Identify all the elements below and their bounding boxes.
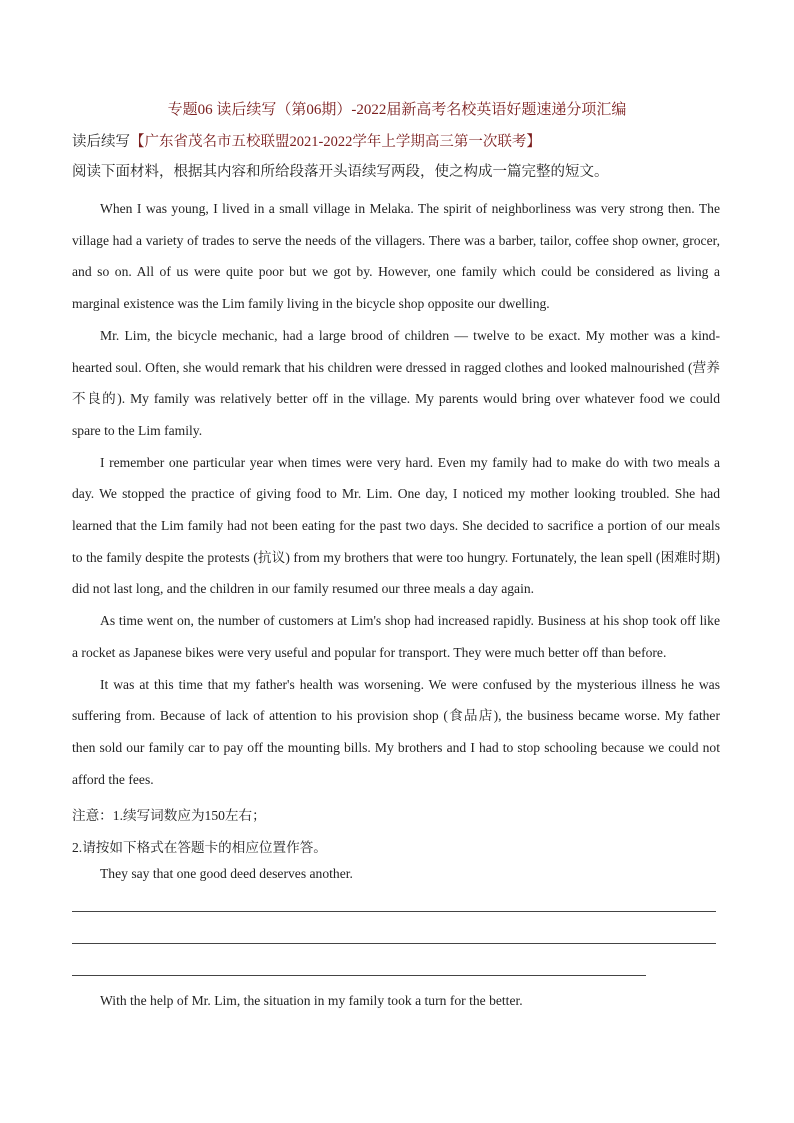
notes-block bbox=[72, 800, 327, 863]
passage-paragraph-1: When I was young, I lived in a small village in Melaka. The spirit of neighborliness was very strong then. The village had a variety of trades to serve the needs of the villagers. There was a barber, tailor, coffee shop owner, grocer, and so on. All of us were quite poor but we got by. However, one family which could be considered as living a marginal existence was the Lim family living in the bicycle shop opposite our dwelling. bbox=[72, 201, 720, 312]
page-title: 专题06 读后续写（第06期）-2022届新高考名校英语好题速递分项汇编 bbox=[167, 102, 627, 118]
source-bracket-text: 【广东省茂名市五校联盟2021-2022学年上学期高三第一次联考】 bbox=[130, 134, 541, 150]
answer-line-3 bbox=[72, 975, 646, 976]
source-label: 读后续写 bbox=[72, 134, 130, 150]
note-answer-format: 2.请按如下格式在答题卡的相应位置作答。 bbox=[72, 839, 327, 855]
reading-passage bbox=[72, 193, 720, 795]
passage-paragraph-5: It was at this time that my father's health was worsening. We were confused by the mysterious illness he was suffering from. Because of lack of attention to his provision shop (食品店), the business became worse. My father then sold our family car to pay off the mounting bills. My brothers and I had to stop schooling because we could not afford the fees. bbox=[72, 676, 720, 787]
passage-paragraph-4: As time went on, the number of customers at Lim's shop had increased rapidly. Business at his shop took off like a rocket as Japanese bikes were very useful and popular for transport. They were much better off than before. bbox=[72, 613, 720, 660]
instruction-text: 阅读下面材料，根据其内容和所给段落开头语续写两段，使之构成一篇完整的短文。 bbox=[72, 164, 609, 180]
answer-line-2 bbox=[72, 943, 716, 944]
passage-paragraph-3: I remember one particular year when times were very hard. Even my family had to make do with two meals a day. We stopped the practice of giving food to Mr. Lim. One day, I noticed my mother looking troubled. She had learned that the Lim family had not been eating for the past two days. She decided to sacrifice a portion of our meals to the family despite the protests (抗议) from my brothers that were too hungry. Fortunately, the lean spell (困难时期) did not last long, and the children in our family resumed our three meals a day again. bbox=[72, 454, 720, 597]
paragraph-starter-2: With the help of Mr. Lim, the situation in my family took a turn for the better. bbox=[100, 993, 523, 1008]
note-word-count: 注意：1.续写词数应为150左右； bbox=[72, 808, 266, 823]
answer-line-1 bbox=[72, 911, 716, 912]
paragraph-starter-1: They say that one good deed deserves another. bbox=[100, 866, 353, 881]
source-line bbox=[72, 132, 541, 152]
passage-paragraph-2: Mr. Lim, the bicycle mechanic, had a large brood of children — twelve to be exact. My mother was a kind-hearted soul. Often, she would remark that his children were dressed in ragged clothes and looked malnourished (营养不良的). My family was relatively better off in the village. My parents would bring over whatever food we could spare to the Lim family. bbox=[72, 327, 720, 438]
